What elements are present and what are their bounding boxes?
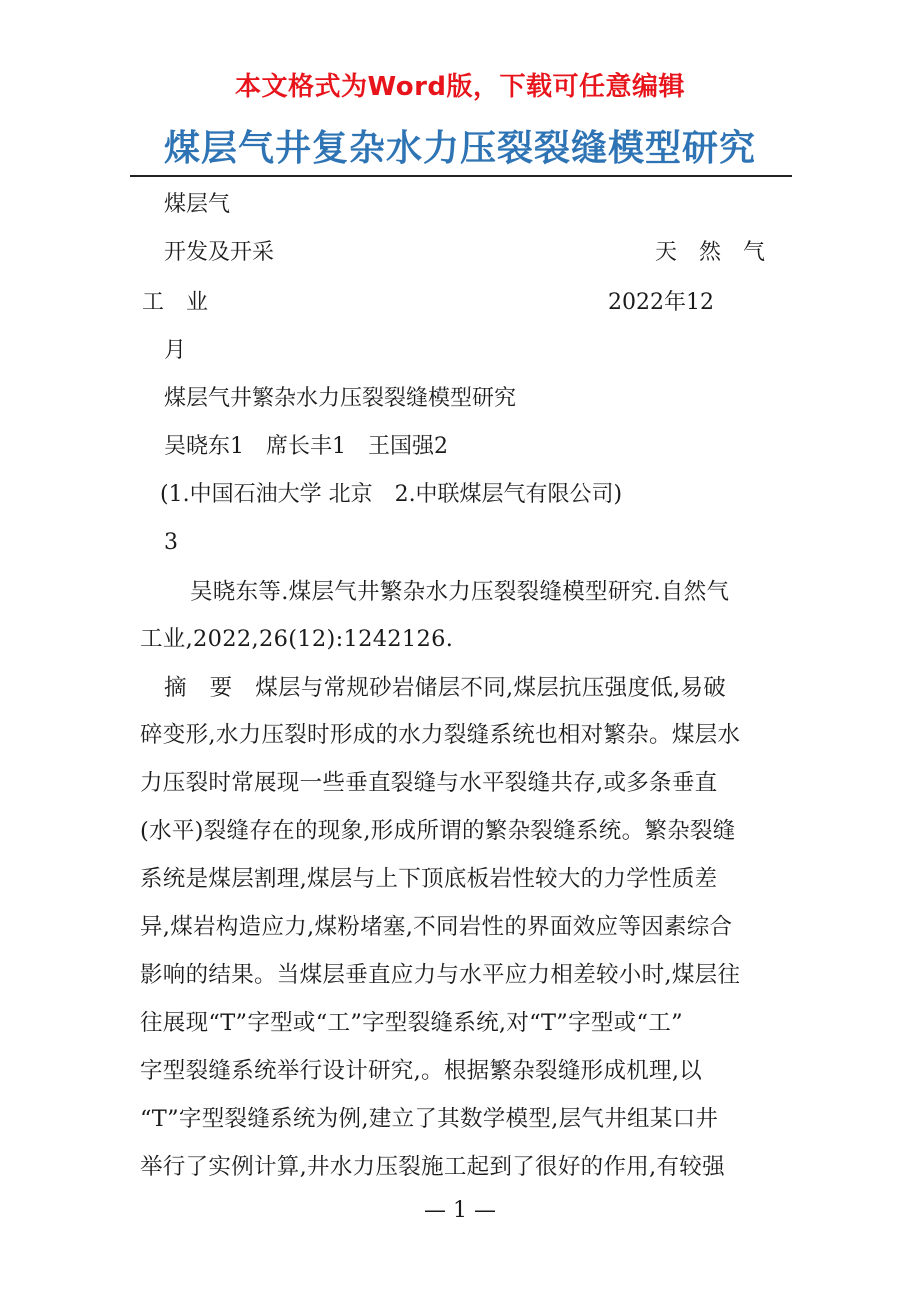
abstract-line: 碎变形,水力压裂时形成的水力裂缝系统也相对繁杂。煤层水 — [140, 722, 741, 748]
abstract-line: 影响的结果。当煤层垂直应力与水平应力相差较小时,煤层往 — [140, 962, 741, 988]
abstract-line: 力压裂时常展现一些垂直裂缝与水平裂缝共存,或多条垂直 — [140, 770, 718, 796]
publication-month: 月 — [164, 338, 187, 363]
abstract-line: 异,煤岩构造应力,煤粉堵塞,不同岩性的界面效应等因素综合 — [140, 914, 733, 940]
abstract-line: 字型裂缝系统举行设计研究,。根据繁杂裂缝形成机理,以 — [140, 1058, 703, 1084]
abstract-line: “T”字型裂缝系统为例,建立了其数学模型,层气井组某口井 — [140, 1106, 719, 1132]
editable-word-banner: 本文格式为Word版，下载可任意编辑 — [234, 72, 686, 102]
source-journal-right: 天 然 气 — [655, 240, 766, 265]
document-title: 煤层气井复杂水力压裂裂缝模型研究 — [163, 128, 756, 169]
source-journal-left: 工 业 — [142, 290, 209, 315]
abstract-line: 系统是煤层割理,煤层与上下顶底板岩性较大的力学性质差 — [140, 866, 718, 892]
journal-name-line1: 煤层气 — [164, 192, 231, 217]
abstract-line: (水平)裂缝存在的现象,形成所谓的繁杂裂缝系统。繁杂裂缝 — [140, 818, 736, 844]
abstract-line: 往展现“T”字型或“工”字型裂缝系统,对“T”字型或“工” — [140, 1010, 683, 1036]
article-title: 煤层气井繁杂水力压裂裂缝模型研究 — [164, 386, 517, 411]
author-list: 吴晓东1 席长丰1 王国强2 — [164, 434, 448, 459]
citation-line: 吴晓东等.煤层气井繁杂水力压裂裂缝模型研究.自然气 — [190, 579, 730, 605]
citation-line: 工业,2022,26(12):1242126. — [140, 626, 454, 652]
title-divider — [130, 175, 792, 177]
page-number-mark: 3 — [164, 530, 178, 555]
abstract-line: 摘 要 煤层与常规砂岩储层不同,煤层抗压强度低,易破 — [164, 675, 727, 701]
publication-date: 2022年12 — [608, 290, 714, 315]
journal-name-line2: 开发及开采 — [164, 240, 275, 265]
author-affiliations: (1.中国石油大学 北京 2.中联煤层气有限公司) — [160, 482, 623, 507]
page-footer-number: — 1 — — [424, 1198, 496, 1223]
abstract-line: 举行了实例计算,井水力压裂施工起到了很好的作用,有较强 — [140, 1154, 725, 1180]
